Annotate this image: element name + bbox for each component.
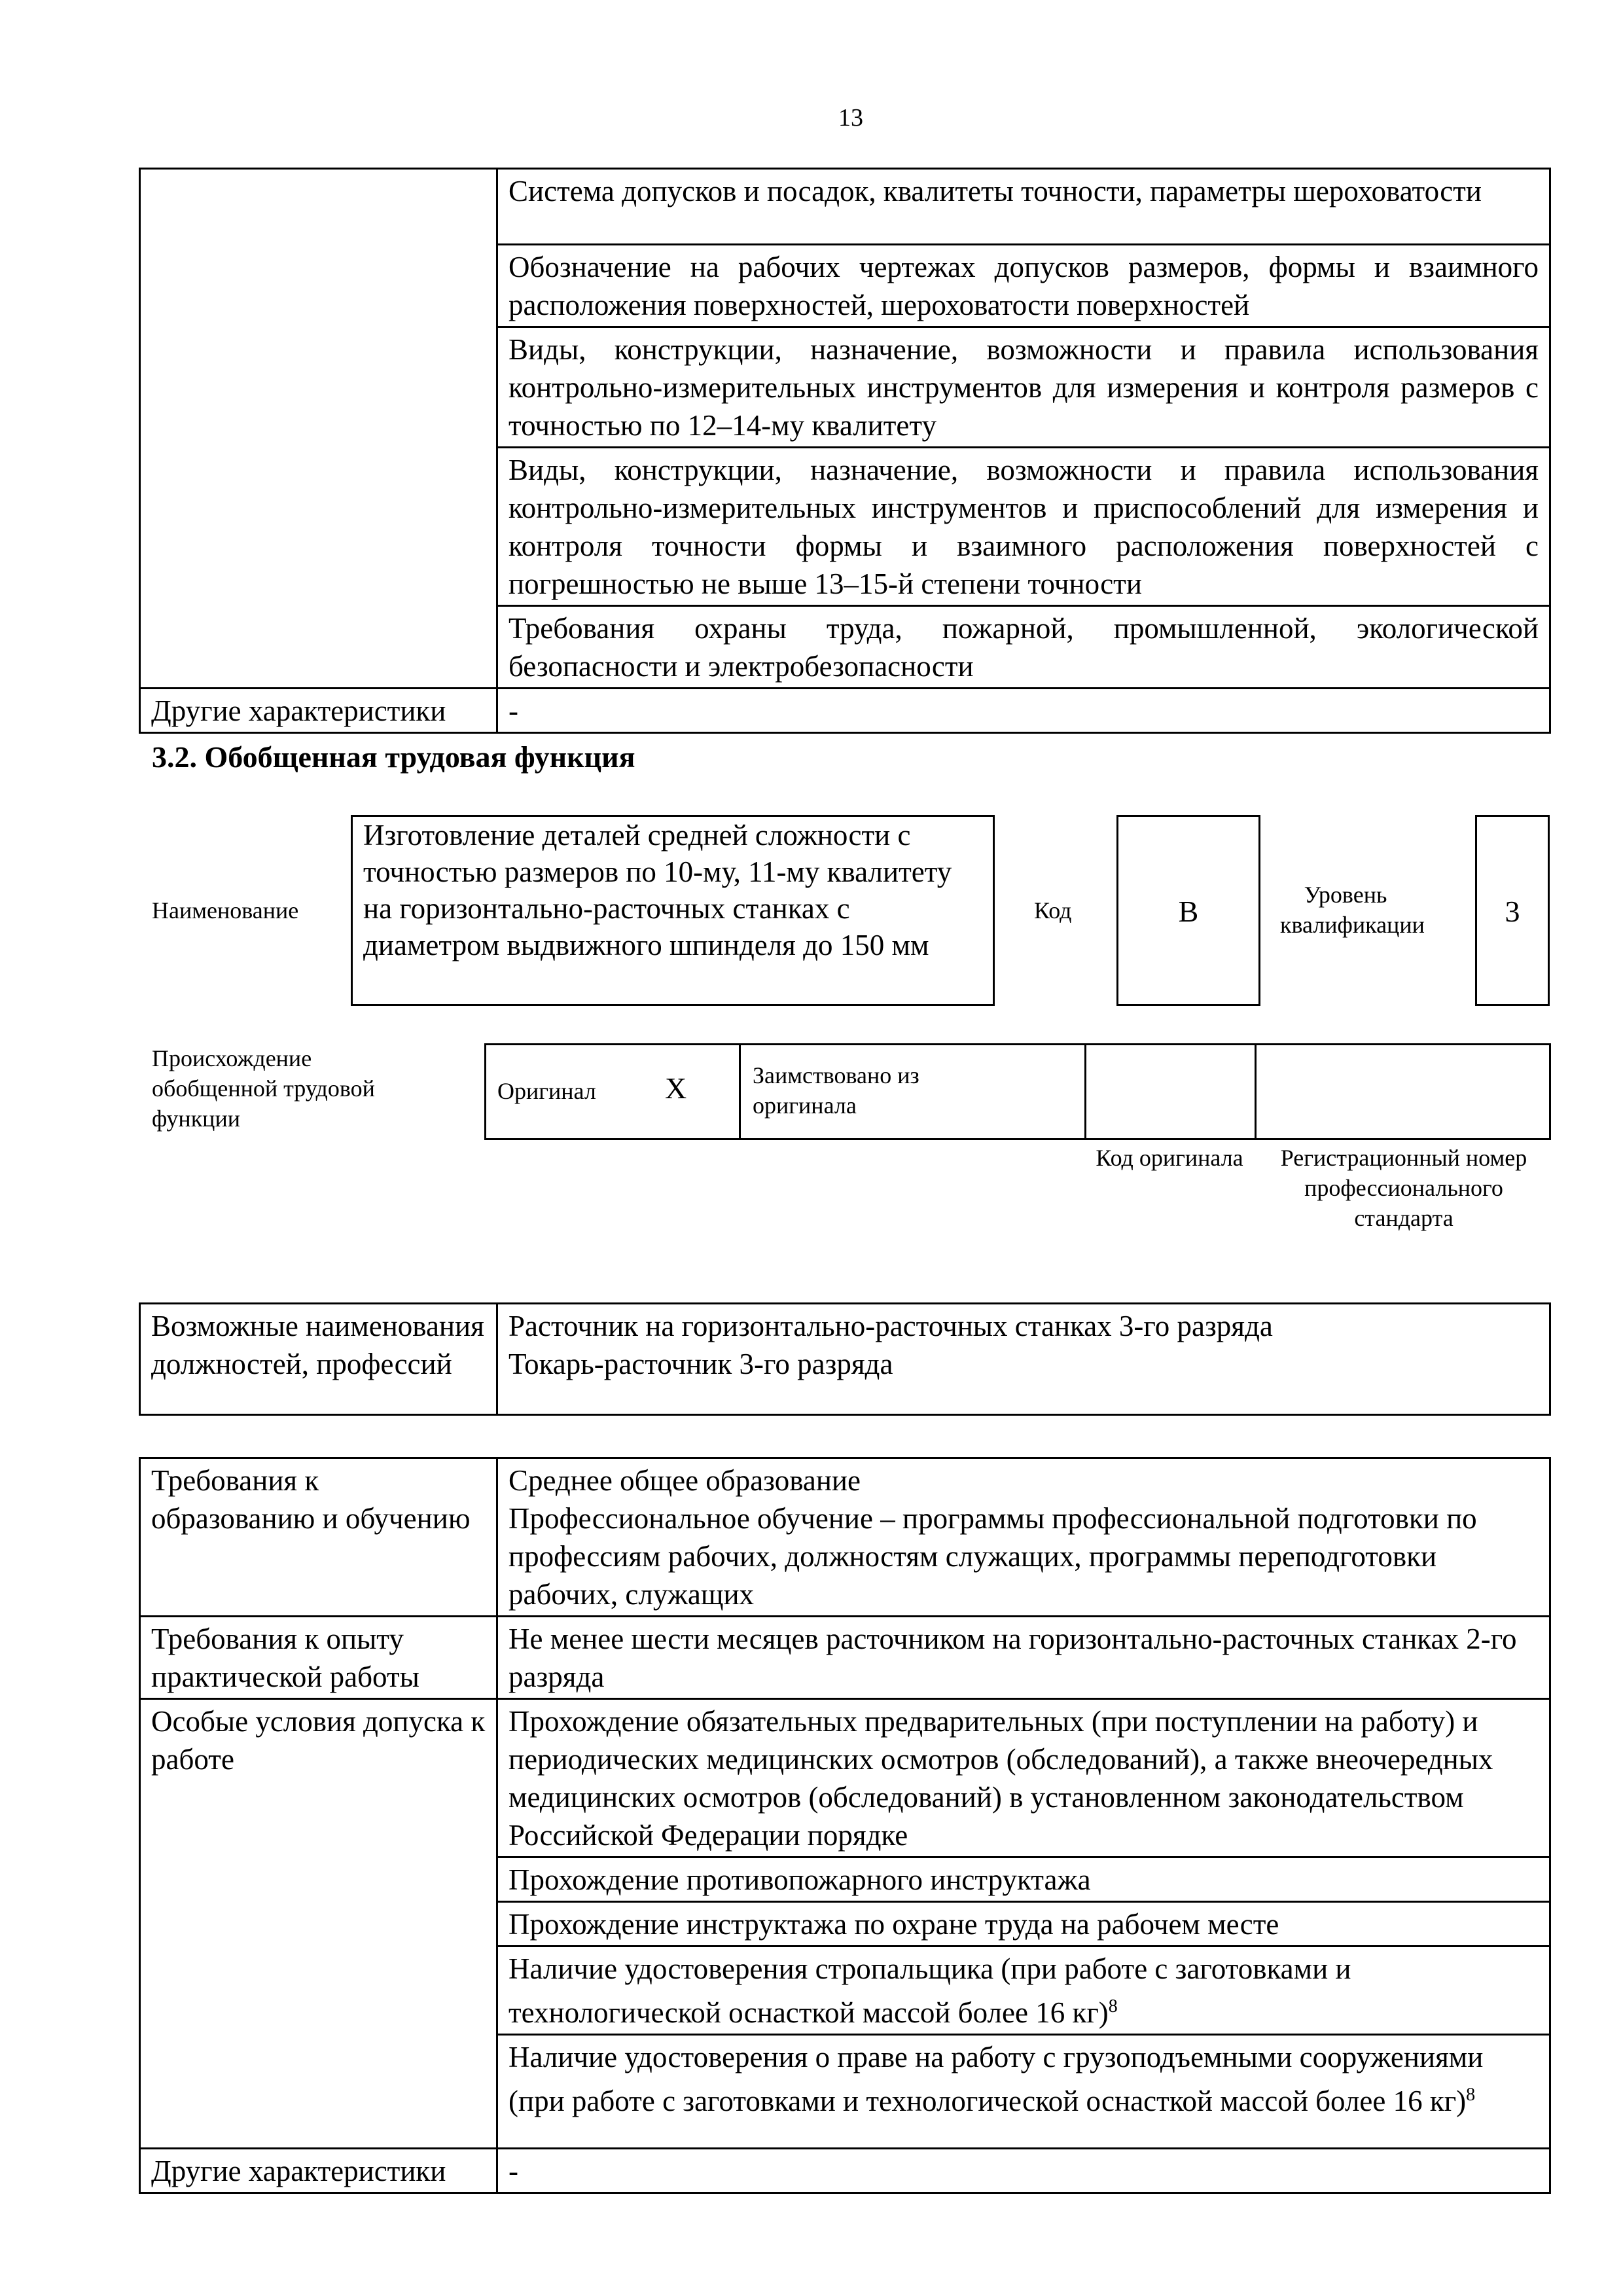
knowledge-row: Система допусков и посадок, квалитеты точности, параметры шероховатости xyxy=(497,169,1550,245)
origin-box xyxy=(484,1043,1551,1140)
condition-item: Прохождение противопожарного инструктажа xyxy=(497,1857,1550,1902)
education-item: Профессиональное обучение – программы профессиональной подготовки по профессиям рабочих, должностям служащих, программы переподготовки рабочих, служащих xyxy=(508,1502,1477,1611)
footnote-mark: 8 xyxy=(1466,2085,1476,2105)
knowledge-table xyxy=(139,168,1551,734)
condition-text: Наличие удостоверения о праве на работу с грузоподъемными сооружениями (при работе с заготовками и технологической оснасткой массой более 16 кг) xyxy=(508,2041,1484,2117)
positions-values xyxy=(497,1304,1550,1415)
experience-label: Требования к опыту практической работы xyxy=(140,1617,497,1699)
knowledge-label-cell xyxy=(140,169,497,689)
level-label: Уровень квалификации xyxy=(1280,882,1425,938)
knowledge-row: Виды, конструкции, назначение, возможности и правила использования контрольно-измерительных инструментов для измерения и контроля размеров с точностью по 12–14-му квалитету xyxy=(497,327,1550,448)
name-label: Наименование xyxy=(152,897,299,924)
borrowed-label: Заимствовано из оригинала xyxy=(753,1062,919,1119)
knowledge-row: Обозначение на рабочих чертежах допусков размеров, формы и взаимного расположения поверхностей, шероховатости поверхностей xyxy=(497,245,1550,327)
education-item: Среднее общее образование xyxy=(508,1464,861,1497)
other-characteristics-value: - xyxy=(497,2149,1550,2193)
requirements-table xyxy=(139,1457,1551,2194)
origin-divider-2 xyxy=(1084,1043,1086,1140)
knowledge-row: Виды, конструкции, назначение, возможности и правила использования контрольно-измерительных инструментов и приспособлений для измерения и контроля точности формы и взаимного расположения поверхностей с погрешностью не выше 13–15-й степени точности xyxy=(497,448,1550,606)
positions-label: Возможные наименования должностей, профессий xyxy=(140,1304,497,1415)
other-characteristics-label: Другие характеристики xyxy=(140,2149,497,2193)
position-item: Токарь-расточник 3-го разряда xyxy=(508,1348,893,1380)
level-value: 3 xyxy=(1505,895,1520,928)
origin-divider-3 xyxy=(1255,1043,1257,1140)
other-characteristics-label: Другие характеристики xyxy=(140,689,497,733)
condition-item: Прохождение инструктажа по охране труда на рабочем месте xyxy=(497,1902,1550,1946)
code-caption: Код оригинала xyxy=(1096,1145,1243,1171)
positions-table xyxy=(139,1302,1551,1416)
origin-divider-1 xyxy=(739,1043,741,1140)
code-label: Код xyxy=(1034,897,1072,924)
reg-caption: Регистрационный номер профессионального стандарта xyxy=(1280,1145,1527,1231)
condition-item-with-footnote xyxy=(497,1946,1550,2035)
section-heading: 3.2. Обобщенная трудовая функция xyxy=(152,740,635,774)
experience-value: Не менее шести месяцев расточником на горизонтально-расточных станках 2-го разряда xyxy=(497,1617,1550,1699)
education-label: Требования к образованию и обучению xyxy=(140,1458,497,1617)
condition-item: Прохождение обязательных предварительных (при поступлении на работу) и периодических медицинских осмотров (обследований), а также внеочередных медицинских осмотров (обследований) в установленном законодательством Российской Федерации порядке xyxy=(497,1699,1550,1857)
footnote-mark: 8 xyxy=(1108,1996,1118,2017)
code-box xyxy=(1116,815,1260,1006)
code-value: В xyxy=(1178,895,1199,928)
condition-item-with-footnote xyxy=(497,2035,1550,2149)
conditions-label: Особые условия допуска к работе xyxy=(140,1699,497,2149)
name-value: Изготовление деталей средней сложности с точностью размеров по 10-му, 11-му квалитету на горизонтально-расточных станках с диаметром выдвижного шпинделя до 150 мм xyxy=(363,819,952,961)
other-characteristics-value: - xyxy=(497,689,1550,733)
original-label: Оригинал xyxy=(497,1078,596,1104)
position-item: Расточник на горизонтально-расточных станках 3-го разряда xyxy=(508,1310,1273,1342)
page-number: 13 xyxy=(838,104,863,132)
level-box xyxy=(1475,815,1550,1006)
education-values xyxy=(497,1458,1550,1617)
name-value-box xyxy=(351,815,995,1006)
knowledge-row: Требования охраны труда, пожарной, промышленной, экологической безопасности и электробезопасности xyxy=(497,606,1550,689)
origin-label: Происхождение обобщенной трудовой функции xyxy=(152,1045,375,1132)
condition-text: Наличие удостоверения стропальщика (при работе с заготовками и технологической оснасткой массой более 16 кг) xyxy=(508,1952,1351,2029)
original-mark: Х xyxy=(665,1071,687,1105)
